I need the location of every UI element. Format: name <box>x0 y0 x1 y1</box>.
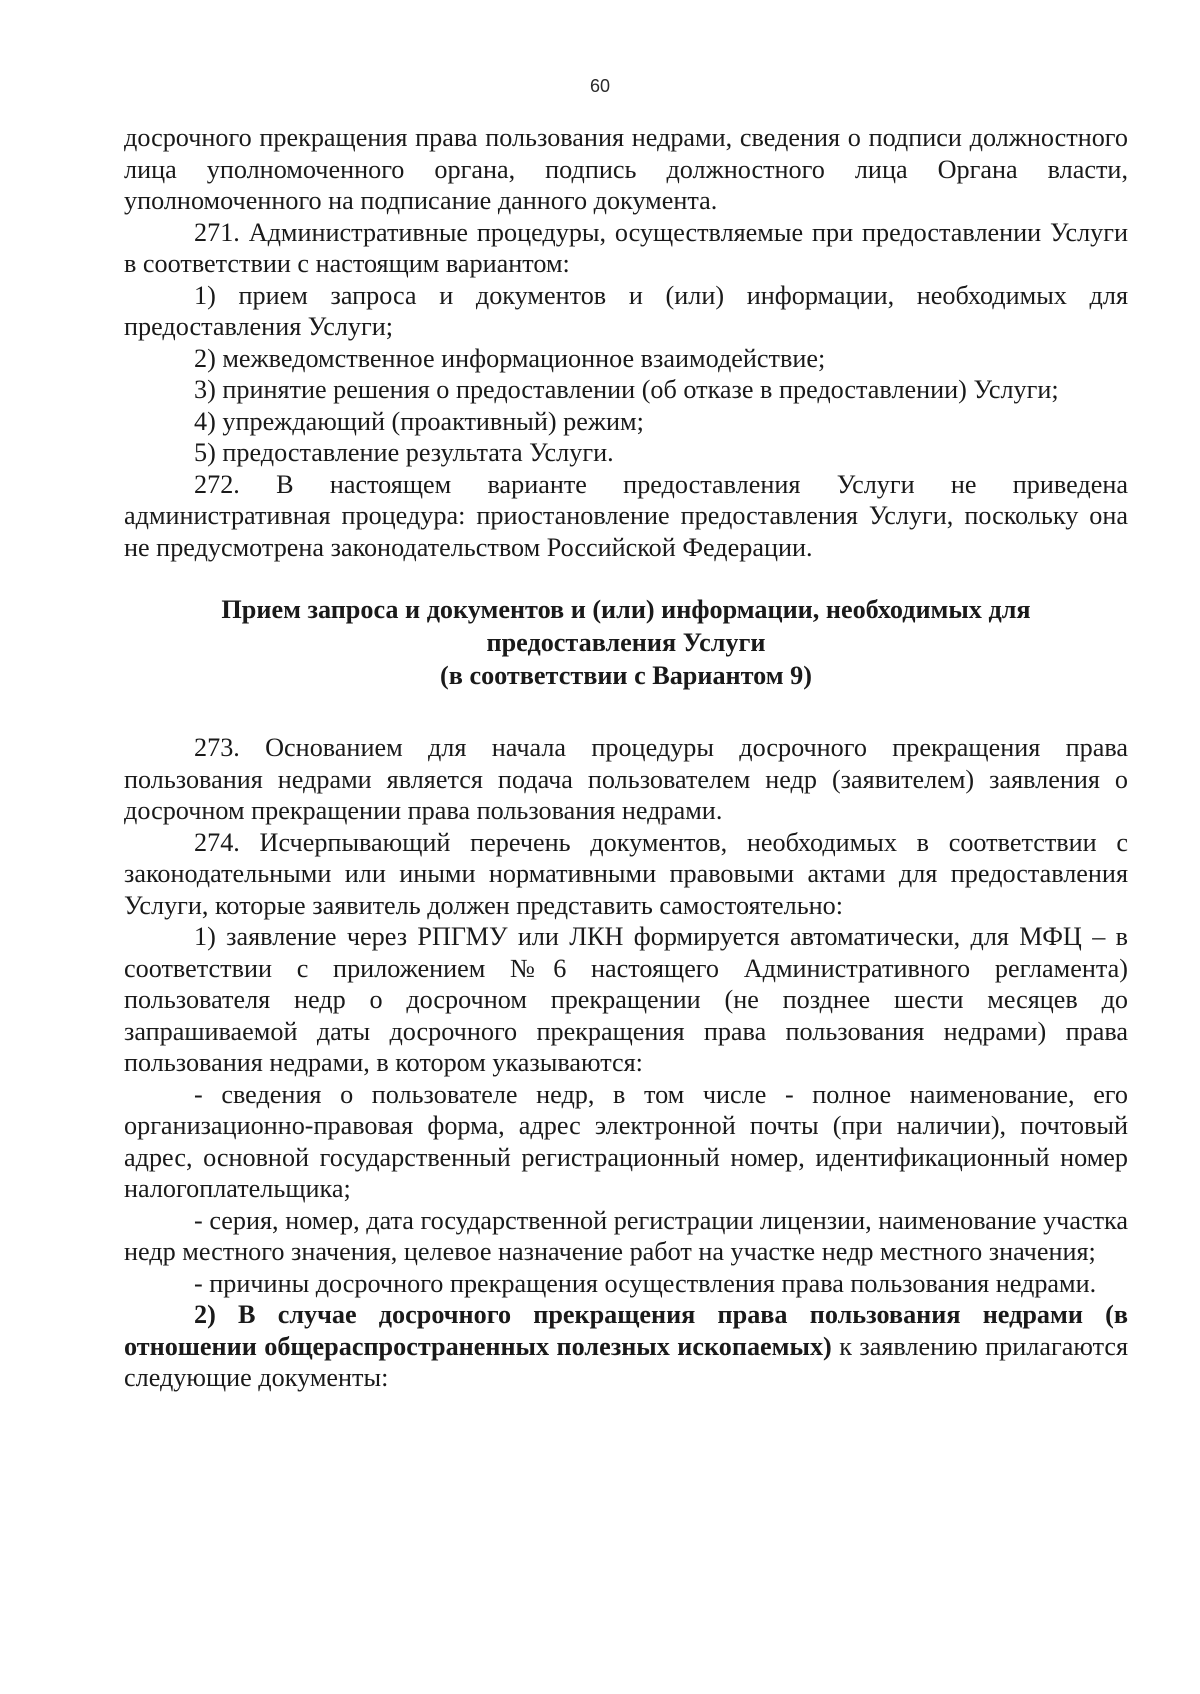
document-item-2-bold: 2) В случае досрочного прекращения права пользования недрами (в отношении общераспространенных полезных ископаемых) <box>124 1300 1128 1361</box>
paragraph-274: 274. Исчерпывающий перечень документов, необходимых в соответствии с законодательными или иными нормативными правовыми актами для предоставления Услуги, которые заявитель должен представить самостоятельно: <box>124 827 1128 920</box>
page-number: 60 <box>589 76 611 96</box>
document-body <box>124 122 1128 1394</box>
section-heading-line-2: предоставления Услуги <box>486 628 766 657</box>
paragraph-273: 273. Основанием для начала процедуры досрочного прекращения права пользования недрами является подача пользователем недр (заявителем) заявления о досрочном прекращении права пользования недрами. <box>124 733 1128 825</box>
paragraph-271: 271. Административные процедуры, осуществляемые при предоставлении Услуги в соответствии с настоящим вариантом: <box>124 217 1128 278</box>
bullet-license-info: - серия, номер, дата государственной регистрации лицензии, наименование участка недр местного значения, целевое назначение работ на участке недр местного значения; <box>124 1205 1128 1266</box>
list-item-2: 2) межведомственное информационное взаимодействие; <box>194 343 826 373</box>
document-item-2-normal: к заявлению прилагаются следующие документы: <box>124 1331 1129 1392</box>
list-item-3: 3) принятие решения о предоставлении (об отказе в предоставлении) Услуги; <box>194 375 1059 404</box>
list-item-5: 5) предоставление результата Услуги. <box>194 438 614 467</box>
bullet-user-info: - сведения о пользователе недр, в том числе - полное наименование, его организационно-правовая форма, адрес электронной почты (при наличии), почтовый адрес, основной государственный регистрационный номер, идентификационный номер налогоплательщика; <box>124 1079 1128 1203</box>
paragraph-continuation: досрочного прекращения права пользования недрами, сведения о подписи должностного лица уполномоченного органа, подпись должностного лица Органа власти, уполномоченного на подписание данного документа. <box>124 123 1128 215</box>
paragraph-272: 272. В настоящем варианте предоставления Услуги не приведена административная процедура: приостановление предоставления Услуги, поскольку она не предусмотрена законодательством Российской Федерации. <box>124 469 1128 562</box>
section-heading <box>124 593 1128 692</box>
document-item-2 <box>124 1299 1128 1394</box>
section-heading-line-1: Прием запроса и документов и (или) информации, необходимых для <box>221 595 1031 624</box>
list-item-1: 1) прием запроса и документов и (или) информации, необходимых для предоставления Услуги; <box>124 280 1128 341</box>
document-item-1: 1) заявление через РПГМУ или ЛКН формируется автоматически, для МФЦ – в соответствии с приложением №6 настоящего Административного регламента) пользователя недр о досрочном прекращении (не позднее шести месяцев до запрашиваемой даты досрочного прекращения права пользования недрами) права пользования недрами, в котором указываются: <box>124 922 1128 1077</box>
bullet-termination-reasons: - причины досрочного прекращения осуществления права пользования недрами. <box>194 1268 1097 1298</box>
list-item-4: 4) упреждающий (проактивный) режим; <box>194 406 644 436</box>
section-heading-line-3: (в соответствии с Вариантом 9) <box>440 661 812 690</box>
